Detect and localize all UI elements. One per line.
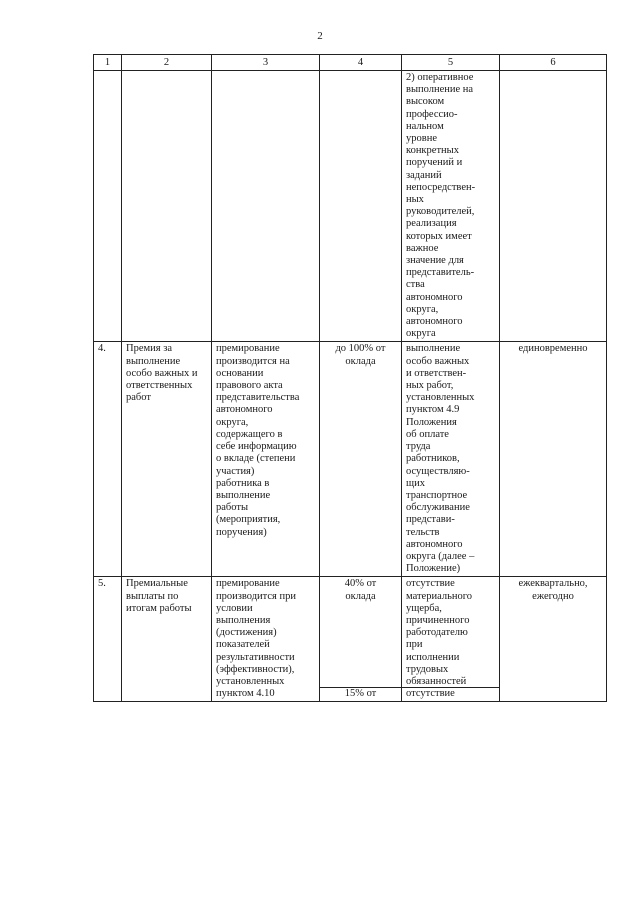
- cell-num: [94, 71, 122, 342]
- criteria-a: [406, 578, 495, 688]
- text-line: (мероприятия,: [216, 514, 281, 526]
- text-line: выполнение на: [406, 84, 474, 96]
- text-line: установленных: [216, 675, 285, 687]
- text-line: транспортное: [406, 489, 468, 501]
- text-line: до 100% от: [335, 343, 386, 355]
- text-line: работников,: [406, 453, 460, 465]
- page-number: 2: [317, 30, 323, 42]
- cell-criteria: [402, 71, 500, 342]
- cell-period: [500, 342, 607, 577]
- text-line: Положения: [406, 416, 457, 428]
- text-line: работодателю: [406, 627, 468, 639]
- text-line: условии: [216, 602, 253, 614]
- text-line: труда: [406, 441, 431, 453]
- header-cell: 3: [212, 55, 320, 71]
- text-line: показателей: [216, 639, 270, 651]
- text-line: содержащего в: [216, 428, 283, 440]
- text-line: значение для: [406, 255, 464, 267]
- text-line: ежегодно: [532, 590, 574, 602]
- text-line: выполнение: [126, 355, 181, 367]
- text-line: 2) оперативное: [406, 72, 474, 83]
- text-line: работы: [216, 502, 249, 514]
- table-header-row: [94, 55, 607, 71]
- text-line: пунктом 4.9: [406, 404, 460, 416]
- text-line: округа,: [216, 416, 249, 428]
- text-line: материального: [406, 590, 473, 602]
- cell-name: [122, 342, 212, 577]
- text-line: работника в: [216, 477, 270, 489]
- text-line: округа,: [406, 303, 439, 315]
- text-line: производится при: [216, 590, 297, 602]
- text-line: ответственных: [126, 380, 193, 392]
- text-line: 40% от: [344, 578, 377, 590]
- header-cell: 4: [320, 55, 402, 71]
- text-line: щих: [406, 477, 425, 489]
- header-cell: 6: [500, 55, 607, 71]
- text-line: оклада: [345, 355, 376, 367]
- header-cell: 2: [122, 55, 212, 71]
- text-line: нальном: [406, 120, 444, 132]
- text-line: отсутствие: [406, 688, 455, 700]
- text-line: премирование: [216, 578, 280, 590]
- cell-criteria: [402, 342, 500, 577]
- text-line: обслуживание: [406, 502, 470, 514]
- text-line: высоком: [406, 96, 445, 108]
- text-line: заданий: [406, 169, 442, 181]
- text-line: оклада: [345, 590, 376, 602]
- text-line: автономного: [406, 291, 463, 303]
- text-line: единовременно: [518, 343, 588, 355]
- text-line: основании: [216, 367, 264, 379]
- text-line: особо важных и: [126, 367, 198, 379]
- text-line: уровне: [406, 133, 437, 145]
- text-line: округа: [406, 328, 436, 340]
- text-line: ства: [406, 279, 425, 291]
- cell-conditions: [212, 577, 320, 702]
- text-line: Премиальные: [126, 578, 188, 590]
- text-line: осуществляю-: [406, 465, 470, 477]
- cell-criteria: [402, 577, 500, 702]
- text-line: округа (далее –: [406, 550, 475, 562]
- cell-name: [122, 71, 212, 342]
- text-line: Положение): [406, 563, 461, 575]
- text-line: выполнение: [216, 489, 271, 501]
- cell-conditions: [212, 342, 320, 577]
- text-line: профессио-: [406, 108, 458, 120]
- cell-period: [500, 577, 607, 702]
- text-line: и ответствен-: [406, 367, 467, 379]
- text-line: исполнении: [406, 651, 460, 663]
- criteria-b: [406, 688, 495, 700]
- text-line: установленных: [406, 392, 475, 404]
- table-row-continued: [94, 71, 607, 342]
- header-cell: 1: [94, 55, 122, 71]
- text-line: важное: [406, 242, 439, 254]
- text-line: себе информацию: [216, 441, 297, 453]
- text-line: поручений и: [406, 157, 463, 169]
- text-line: выполнение: [406, 343, 461, 355]
- text-line: выполнения: [216, 614, 271, 626]
- text-line: конкретных: [406, 145, 459, 157]
- text-line: производится на: [216, 355, 290, 367]
- text-line: представительства: [216, 392, 300, 404]
- cell-period: [500, 71, 607, 342]
- text-line: результативности: [216, 651, 295, 663]
- text-line: участия): [216, 465, 255, 477]
- text-line: реализация: [406, 218, 457, 230]
- text-line: о вкладе (степени: [216, 453, 296, 465]
- text-line: тельств: [406, 526, 440, 538]
- cell-amount: [320, 577, 402, 702]
- amount-a: [324, 578, 397, 602]
- payments-table: [93, 54, 607, 702]
- text-line: автономного: [406, 316, 463, 328]
- cell-num: 5.: [94, 577, 122, 702]
- text-line: автономного: [406, 538, 463, 550]
- text-line: при: [406, 639, 423, 651]
- cell-amount: [320, 342, 402, 577]
- text-line: ежеквартально,: [518, 578, 588, 590]
- text-line: пунктом 4.10: [216, 688, 275, 700]
- text-line: итогам работы: [126, 602, 192, 614]
- text-line: премирование: [216, 343, 280, 355]
- cell-name: [122, 577, 212, 702]
- text-line: поручения): [216, 526, 267, 538]
- text-line: ных: [406, 194, 424, 206]
- cell-conditions: [212, 71, 320, 342]
- text-line: ущерба,: [406, 602, 442, 614]
- table-row-4: [94, 342, 607, 577]
- text-line: представитель-: [406, 267, 475, 279]
- text-line: которых имеет: [406, 230, 472, 242]
- text-line: обязанностей: [406, 675, 467, 687]
- text-line: непосредствен-: [406, 181, 476, 193]
- cell-num: 4.: [94, 342, 122, 577]
- text-line: причиненного: [406, 614, 470, 626]
- text-line: 15% от: [344, 688, 377, 700]
- cell-amount: [320, 71, 402, 342]
- header-cell: 5: [402, 55, 500, 71]
- text-line: выплаты по: [126, 590, 179, 602]
- table-row-5: [94, 577, 607, 702]
- amount-b: [324, 688, 397, 700]
- text-line: ных работ,: [406, 380, 454, 392]
- text-line: об оплате: [406, 428, 449, 440]
- text-line: работ: [126, 392, 151, 404]
- text-line: особо важных: [406, 355, 470, 367]
- text-line: автономного: [216, 404, 273, 416]
- text-line: (эффективности),: [216, 663, 295, 675]
- text-line: трудовых: [406, 663, 449, 675]
- text-line: представи-: [406, 514, 455, 526]
- text-line: правового акта: [216, 380, 283, 392]
- text-line: (достижения): [216, 627, 277, 639]
- text-line: отсутствие: [406, 578, 455, 590]
- text-line: Премия за: [126, 343, 173, 355]
- text-line: руководителей,: [406, 206, 475, 218]
